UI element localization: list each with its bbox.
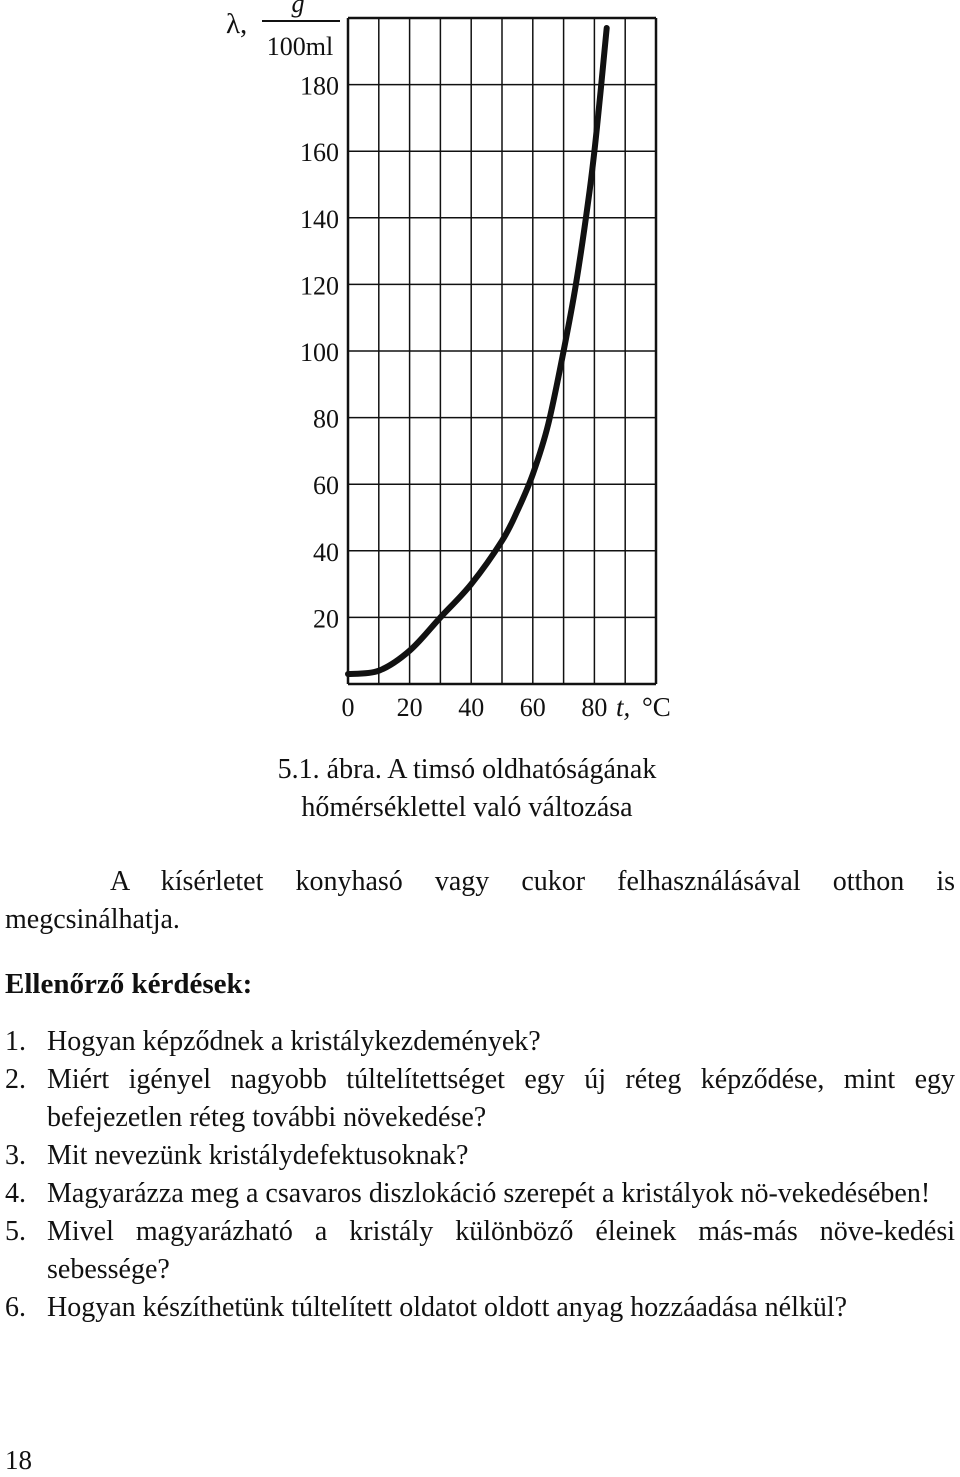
x-tick-label: 80 bbox=[581, 693, 608, 722]
x-tick-labels bbox=[342, 693, 608, 722]
body-paragraph-text: A kísérletet konyhasó vagy cukor felhasználásával otthon is megcsinálhatja. bbox=[5, 866, 955, 935]
y-tick-label: 20 bbox=[313, 604, 339, 634]
question-number: 5. bbox=[5, 1216, 26, 1247]
question-text: Mivel magyarázható a kristály különböző éleinek más-más növe-kedési sebessége? bbox=[47, 1216, 955, 1285]
question-list bbox=[5, 1023, 955, 1327]
question-text: Magyarázza meg a csavaros diszlokáció szerepét a kristályok nö-vekedésében! bbox=[47, 1178, 931, 1209]
figure-caption-line-1: 5.1. ábra. A timsó oldhatóságának bbox=[277, 754, 657, 785]
question-number: 3. bbox=[5, 1140, 26, 1171]
chart-grid bbox=[348, 18, 656, 684]
question-number: 6. bbox=[5, 1292, 26, 1323]
y-tick-label: 160 bbox=[300, 138, 339, 168]
y-tick-label: 80 bbox=[313, 404, 339, 434]
y-tick-label: 180 bbox=[300, 71, 339, 101]
y-tick-label: 140 bbox=[300, 204, 339, 234]
list-item bbox=[5, 1061, 955, 1137]
list-item bbox=[5, 1213, 955, 1289]
x-axis-unit: °C bbox=[642, 692, 671, 722]
question-text: Mit nevezünk kristálydefektusoknak? bbox=[47, 1140, 469, 1171]
y-tick-label: 60 bbox=[313, 471, 339, 501]
body-paragraph bbox=[5, 863, 955, 939]
y-tick-label: 120 bbox=[300, 271, 339, 301]
section-heading: Ellenőrző kérdések: bbox=[5, 968, 253, 1000]
list-item bbox=[5, 1175, 955, 1213]
y-axis-unit-denominator: 100ml bbox=[266, 32, 334, 61]
list-item bbox=[5, 1023, 955, 1061]
question-text: Hogyan készíthetünk túltelített oldatot oldott anyag hozzáadása nélkül? bbox=[47, 1292, 848, 1323]
x-tick-label: 0 bbox=[341, 693, 355, 722]
figure-caption-line-2: hőmérséklettel való változása bbox=[301, 792, 633, 823]
question-number: 4. bbox=[5, 1178, 26, 1209]
y-tick-labels bbox=[300, 72, 339, 634]
y-tick-label: 40 bbox=[313, 537, 339, 567]
question-text: Hogyan képződnek a kristálykezdemények? bbox=[47, 1026, 541, 1057]
x-tick-label: 40 bbox=[458, 693, 485, 722]
question-text: Miért igényel nagyobb túltelítettséget egy új réteg képződése, mint egy befejezetlen réteg további növekedése? bbox=[47, 1064, 955, 1133]
y-axis-unit-numerator: g bbox=[291, 0, 305, 18]
y-axis-symbol: λ, bbox=[226, 8, 248, 40]
list-item bbox=[5, 1289, 955, 1327]
x-tick-label: 20 bbox=[396, 693, 423, 722]
y-tick-label: 100 bbox=[300, 338, 339, 367]
question-number: 1. bbox=[5, 1026, 26, 1057]
page-number: 18 bbox=[5, 1445, 32, 1475]
question-number: 2. bbox=[5, 1064, 26, 1095]
list-item bbox=[5, 1137, 955, 1175]
x-tick-label: 60 bbox=[519, 693, 546, 722]
x-axis-variable: t, bbox=[616, 692, 631, 722]
